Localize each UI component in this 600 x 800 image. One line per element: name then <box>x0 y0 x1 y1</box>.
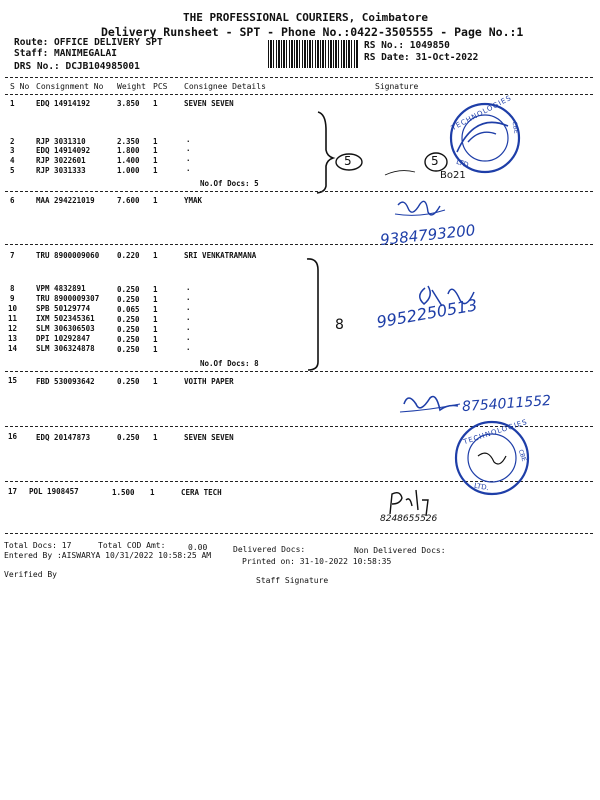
entered-by: Entered By :AISWARYA 10/31/2022 10:58:25 AM <box>4 551 212 560</box>
row-sno: 11 <box>8 314 18 323</box>
row-pcs: 1 <box>153 251 158 260</box>
row-pcs: 1 <box>153 315 158 324</box>
sig6-phone: 9384793200 <box>379 221 477 249</box>
row-consignee: . <box>186 323 191 332</box>
row-weight: 0.250 <box>117 377 140 386</box>
row-weight: 1.500 <box>112 488 135 497</box>
total-docs: Total Docs: 17 <box>4 541 72 550</box>
row-sno: 2 <box>10 137 15 146</box>
row-consignment: EDQ 20147873 <box>36 433 91 442</box>
row-sno: 12 <box>8 324 18 333</box>
row-pcs: 1 <box>153 137 158 146</box>
row-consignment: POL 1908457 <box>29 487 79 496</box>
row-pcs: 1 <box>153 335 158 344</box>
row-pcs: 1 <box>153 345 158 354</box>
row-consignment: SPB 50129774 <box>36 304 91 313</box>
row-consignment: EDQ 14914092 <box>36 146 91 155</box>
row-consignee: . <box>186 154 191 163</box>
sig1-scrawl: Bo21 <box>440 170 466 181</box>
col-weight: Weight <box>117 82 146 91</box>
row-consignee: . <box>186 343 191 352</box>
row-consignee: SEVEN SEVEN <box>184 433 234 442</box>
row-weight: 1.000 <box>117 166 140 175</box>
row-pcs: 1 <box>153 305 158 314</box>
row-consignee: . <box>186 293 191 302</box>
row-consignee: . <box>186 313 191 322</box>
group2-mark: 8 <box>335 317 344 333</box>
row-sno: 5 <box>10 166 15 175</box>
row-weight: 0.220 <box>117 251 140 260</box>
delivered-docs: Delivered Docs: <box>233 545 306 554</box>
stamp2-text: TECHNOLOGIES <box>462 417 529 447</box>
row-consignee: SRI VENKATRAMANA <box>184 251 257 260</box>
row-pcs: 1 <box>153 156 158 165</box>
sig15-phone: 8754011552 <box>461 392 552 416</box>
route-label: Route: OFFICE DELIVERY SPT <box>14 37 163 48</box>
row-consignee: . <box>186 164 191 173</box>
row-consignee: . <box>186 144 191 153</box>
company-title: THE PROFESSIONAL COURIERS, Coimbatore <box>183 11 429 24</box>
row-sno: 15 <box>8 376 18 385</box>
row-consignment: TRU 8900009060 <box>36 251 100 260</box>
stamp1-bottom: LTD. <box>455 157 472 171</box>
row-sno: 10 <box>8 304 18 313</box>
total-cod-label: Total COD Amt: <box>98 541 166 550</box>
row-consignee: . <box>186 303 191 312</box>
row-sno: 7 <box>10 251 15 260</box>
row-pcs: 1 <box>153 433 158 442</box>
row-sno: 13 <box>8 334 18 343</box>
runsheet-subtitle: Delivery Runsheet - SPT - Phone No.:0422-3505555 - Page No.:1 <box>101 25 524 39</box>
row-weight: 0.065 <box>117 305 140 314</box>
row-consignment: MAA 294221019 <box>36 196 95 205</box>
row-sno: 9 <box>10 294 15 303</box>
row-pcs: 1 <box>153 325 158 334</box>
stamp1-text: TECHNOLOGIES <box>450 93 514 133</box>
row-weight: 0.250 <box>117 315 140 324</box>
drs-label: DRS No.: DCJB104985001 <box>14 61 140 72</box>
row-weight: 3.850 <box>117 99 140 108</box>
row-weight: 0.250 <box>117 345 140 354</box>
staff-label: Staff: MANIMEGALAI <box>14 48 117 59</box>
stamp2-side: CBE <box>516 448 528 463</box>
row-weight: 7.600 <box>117 196 140 205</box>
row-weight: 1.800 <box>117 146 140 155</box>
sig7-phone: 9952250513 <box>375 295 479 332</box>
row-consignment: TRU 8900009307 <box>36 294 100 303</box>
verified-by: Verified By <box>4 570 57 579</box>
stamp2-bottom: LTD. <box>473 481 490 493</box>
row-consignment: SLM 306306503 <box>36 324 95 333</box>
row-weight: 0.250 <box>117 325 140 334</box>
row-pcs: 1 <box>153 285 158 294</box>
total-cod-value: 0.00 <box>188 543 208 552</box>
row-consignee: . <box>186 333 191 342</box>
row-sno: 14 <box>8 344 18 353</box>
row-pcs: 1 <box>153 166 158 175</box>
row-consignment: SLM 306324878 <box>36 344 95 353</box>
group2-doc-count: No.Of Docs: 8 <box>200 359 259 368</box>
group1-mark: 5 <box>344 154 352 168</box>
row-consignment: IXM 502345361 <box>36 314 95 323</box>
row-pcs: 1 <box>153 196 158 205</box>
row-weight: 0.250 <box>117 285 140 294</box>
rs-date: RS Date: 31-Oct-2022 <box>364 52 479 63</box>
row-sno: 4 <box>10 156 15 165</box>
col-signature: Signature <box>375 82 419 91</box>
row-sno: 17 <box>8 487 18 496</box>
row-weight: 0.250 <box>117 433 140 442</box>
sig17-phone: 8248655526 <box>380 514 438 524</box>
row-consignment: VPM 4832891 <box>36 284 86 293</box>
printed-on: Printed on: 31-10-2022 10:58:35 <box>242 557 392 566</box>
non-delivered-docs: Non Delivered Docs: <box>354 546 446 555</box>
col-pcs: PCS <box>153 82 168 91</box>
row-pcs: 1 <box>150 488 155 497</box>
col-sno: S No <box>10 82 30 91</box>
row-consignee: . <box>186 283 191 292</box>
row-weight: 0.250 <box>117 335 140 344</box>
row-consignee: CERA TECH <box>181 488 222 497</box>
sig1-mark: 5 <box>431 154 439 168</box>
row-consignment: RJP 3031310 <box>36 137 86 146</box>
row-consignment: RJP 3031333 <box>36 166 86 175</box>
row-consignee: SEVEN SEVEN <box>184 99 234 108</box>
row-consignment: DPI 10292847 <box>36 334 91 343</box>
row-consignee: . <box>186 135 191 144</box>
row-consignee: VOITH PAPER <box>184 377 234 386</box>
row-pcs: 1 <box>153 99 158 108</box>
row-weight: 1.400 <box>117 156 140 165</box>
col-consignee: Consignee Details <box>184 82 266 91</box>
row-sno: 16 <box>8 432 18 441</box>
row-consignment: RJP 3022601 <box>36 156 86 165</box>
rs-number: RS No.: 1049850 <box>364 40 450 51</box>
stamp1-side: CBE <box>510 120 520 135</box>
row-sno: 1 <box>10 99 15 108</box>
row-pcs: 1 <box>153 377 158 386</box>
row-sno: 6 <box>10 196 15 205</box>
row-weight: 0.250 <box>117 295 140 304</box>
row-weight: 2.350 <box>117 137 140 146</box>
row-sno: 3 <box>10 146 15 155</box>
col-consignment: Consignment No <box>36 82 104 91</box>
staff-signature: Staff Signature <box>256 576 329 585</box>
row-sno: 8 <box>10 284 15 293</box>
row-pcs: 1 <box>153 146 158 155</box>
row-consignment: EDQ 14914192 <box>36 99 91 108</box>
row-consignment: FBD 530093642 <box>36 377 95 386</box>
group1-doc-count: No.Of Docs: 5 <box>200 179 259 188</box>
row-pcs: 1 <box>153 295 158 304</box>
row-consignee: YMAK <box>184 196 203 205</box>
